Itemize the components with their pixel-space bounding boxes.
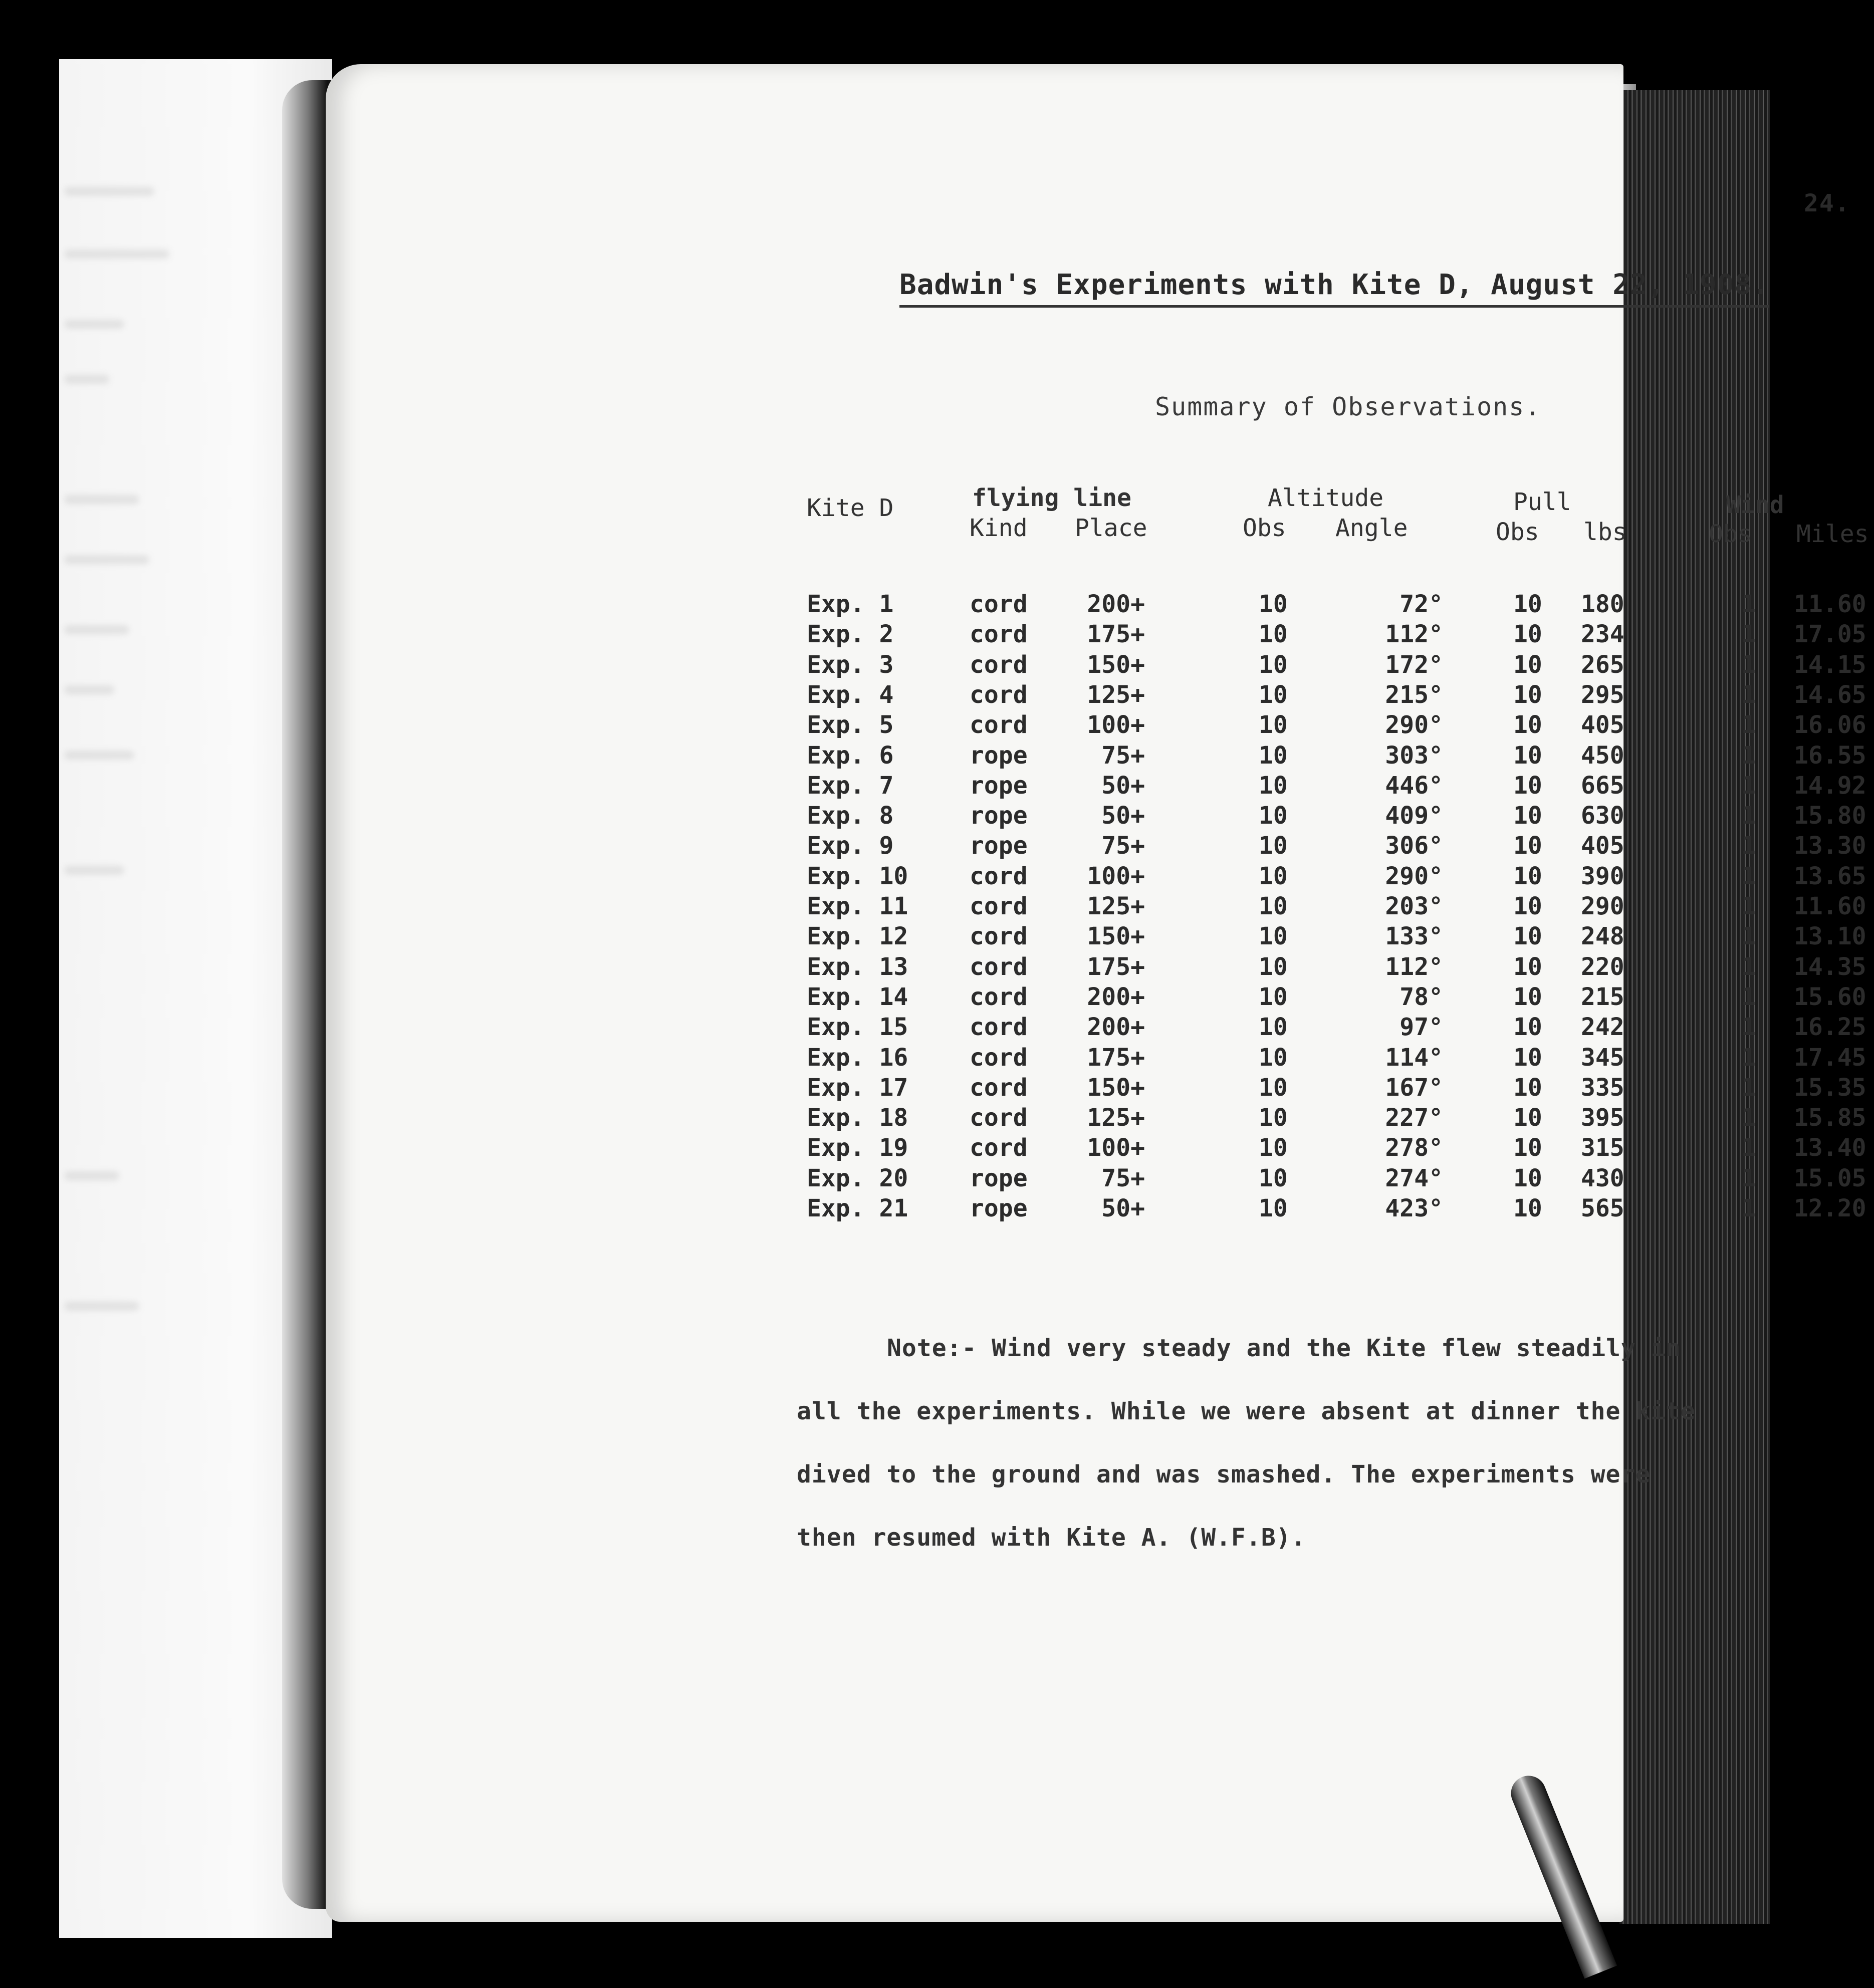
row-line-kind: cord <box>970 1104 1028 1132</box>
row-experiment: Exp. 5 <box>807 711 894 739</box>
row-altitude-obs: 10 <box>1259 1134 1288 1162</box>
row-experiment: Exp. 21 <box>807 1194 908 1222</box>
row-pull-obs: 10 <box>1513 982 1542 1011</box>
row-experiment: Exp. 15 <box>807 1013 908 1042</box>
row-pull-lbs: 215 <box>1581 982 1624 1011</box>
row-wind-obs: 1 <box>1741 802 1756 830</box>
row-altitude-obs: 10 <box>1259 680 1288 709</box>
row-pull-obs: 10 <box>1513 1164 1542 1192</box>
row-altitude-angle: 227° <box>1385 1104 1443 1132</box>
row-altitude-angle: 274° <box>1385 1164 1443 1192</box>
row-wind-obs: 1 <box>1741 1073 1756 1102</box>
row-wind-miles: 17.05 <box>1794 620 1866 649</box>
row-line-place: 175+ <box>1087 1043 1145 1072</box>
row-altitude-angle: 215° <box>1385 680 1443 709</box>
row-wind-miles: 15.60 <box>1794 982 1866 1011</box>
document-page <box>326 64 1869 1922</box>
row-line-place: 125+ <box>1087 680 1145 709</box>
row-wind-obs: 1 <box>1741 650 1756 679</box>
row-line-place: 100+ <box>1087 1134 1145 1162</box>
row-wind-obs: 1 <box>1741 1013 1756 1042</box>
row-pull-lbs: 180 <box>1581 590 1624 618</box>
row-altitude-obs: 10 <box>1259 862 1288 890</box>
row-pull-lbs: 335 <box>1581 1073 1624 1102</box>
row-experiment: Exp. 10 <box>807 862 908 890</box>
row-pull-lbs: 234 <box>1581 620 1624 649</box>
row-wind-miles: 15.05 <box>1794 1164 1866 1192</box>
row-experiment: Exp. 4 <box>807 680 894 709</box>
row-altitude-angle: 72° <box>1399 590 1443 618</box>
row-line-place: 50+ <box>1101 771 1145 800</box>
table-row <box>326 861 1866 891</box>
row-altitude-angle: 290° <box>1385 862 1443 890</box>
row-experiment: Exp. 14 <box>807 982 908 1011</box>
row-pull-obs: 10 <box>1513 1013 1542 1042</box>
row-pull-obs: 10 <box>1513 922 1542 951</box>
table-row <box>326 1073 1866 1103</box>
row-wind-obs: 1 <box>1741 952 1756 981</box>
row-pull-obs: 10 <box>1513 680 1542 709</box>
row-experiment: Exp. 18 <box>807 1104 908 1132</box>
header-altitude-obs: Obs <box>1243 514 1286 542</box>
row-altitude-obs: 10 <box>1259 711 1288 739</box>
ghost-line <box>64 555 149 564</box>
row-line-place: 50+ <box>1101 802 1145 830</box>
row-altitude-obs: 10 <box>1259 771 1288 800</box>
row-altitude-angle: 290° <box>1385 711 1443 739</box>
row-pull-lbs: 630 <box>1581 802 1624 830</box>
row-line-place: 150+ <box>1087 922 1145 951</box>
row-line-kind: rope <box>970 771 1028 800</box>
row-experiment: Exp. 7 <box>807 771 894 800</box>
row-pull-lbs: 290 <box>1581 892 1624 920</box>
row-wind-obs: 1 <box>1741 680 1756 709</box>
row-line-place: 150+ <box>1087 650 1145 679</box>
ghost-line <box>64 320 124 329</box>
row-experiment: Exp. 8 <box>807 802 894 830</box>
row-altitude-obs: 10 <box>1259 1043 1288 1072</box>
row-wind-obs: 1 <box>1741 982 1756 1011</box>
document-title: Badwin's Experiments with Kite D, August 22, 1908. <box>899 269 1769 308</box>
row-altitude-angle: 112° <box>1385 952 1443 981</box>
row-wind-obs: 1 <box>1741 1043 1756 1072</box>
note-line: Note:- Wind very steady and the Kite flew steadily in <box>887 1334 1681 1362</box>
row-line-place: 50+ <box>1101 1194 1145 1222</box>
table-caption: Summary of Observations. <box>1155 392 1541 421</box>
table-row <box>326 952 1866 982</box>
row-line-place: 75+ <box>1101 1164 1145 1192</box>
row-wind-miles: 13.40 <box>1794 1134 1866 1162</box>
row-pull-obs: 10 <box>1513 711 1542 739</box>
row-wind-obs: 1 <box>1741 1194 1756 1222</box>
row-altitude-angle: 446° <box>1385 771 1443 800</box>
row-altitude-obs: 10 <box>1259 1013 1288 1042</box>
row-line-place: 150+ <box>1087 1073 1145 1102</box>
row-altitude-obs: 10 <box>1259 802 1288 830</box>
row-altitude-angle: 172° <box>1385 650 1443 679</box>
header-altitude: Altitude <box>1268 484 1384 512</box>
row-pull-obs: 10 <box>1513 1134 1542 1162</box>
row-wind-miles: 11.60 <box>1794 892 1866 920</box>
row-pull-obs: 10 <box>1513 802 1542 830</box>
row-pull-obs: 10 <box>1513 952 1542 981</box>
row-line-kind: cord <box>970 1043 1028 1072</box>
row-altitude-angle: 133° <box>1385 922 1443 951</box>
row-line-kind: cord <box>970 1134 1028 1162</box>
row-altitude-obs: 10 <box>1259 650 1288 679</box>
ghost-line <box>64 187 154 196</box>
row-pull-lbs: 265 <box>1581 650 1624 679</box>
row-altitude-angle: 97° <box>1399 1013 1443 1042</box>
table-row <box>326 801 1866 831</box>
row-line-kind: cord <box>970 952 1028 981</box>
table-row <box>326 650 1866 680</box>
row-line-kind: rope <box>970 1194 1028 1222</box>
row-experiment: Exp. 19 <box>807 1134 908 1162</box>
row-experiment: Exp. 13 <box>807 952 908 981</box>
row-wind-obs: 1 <box>1741 1164 1756 1192</box>
row-altitude-obs: 10 <box>1259 922 1288 951</box>
row-experiment: Exp. 9 <box>807 832 894 860</box>
row-altitude-obs: 10 <box>1259 892 1288 920</box>
row-experiment: Exp. 11 <box>807 892 908 920</box>
row-pull-obs: 10 <box>1513 892 1542 920</box>
row-altitude-angle: 78° <box>1399 982 1443 1011</box>
row-pull-obs: 10 <box>1513 741 1542 770</box>
header-kind: Kind <box>970 514 1028 542</box>
row-line-kind: cord <box>970 620 1028 649</box>
row-wind-miles: 16.25 <box>1794 1013 1866 1042</box>
row-wind-miles: 16.06 <box>1794 711 1866 739</box>
row-experiment: Exp. 1 <box>807 590 894 618</box>
row-experiment: Exp. 6 <box>807 741 894 770</box>
row-pull-lbs: 315 <box>1581 1134 1624 1162</box>
row-pull-lbs: 295 <box>1581 680 1624 709</box>
header-place: Place <box>1075 514 1147 542</box>
row-line-place: 75+ <box>1101 741 1145 770</box>
row-altitude-angle: 203° <box>1385 892 1443 920</box>
table-row <box>326 891 1866 921</box>
row-pull-lbs: 242 <box>1581 1013 1624 1042</box>
row-line-place: 125+ <box>1087 1104 1145 1132</box>
row-altitude-obs: 10 <box>1259 741 1288 770</box>
ghost-line <box>64 495 139 504</box>
row-line-kind: rope <box>970 832 1028 860</box>
row-line-place: 200+ <box>1087 1013 1145 1042</box>
row-pull-obs: 10 <box>1513 1194 1542 1222</box>
row-altitude-obs: 10 <box>1259 590 1288 618</box>
table-row <box>326 831 1866 861</box>
row-line-kind: cord <box>970 862 1028 890</box>
table-row <box>326 1012 1866 1042</box>
header-pull: Pull <box>1513 488 1571 516</box>
table-row <box>326 1133 1866 1163</box>
row-wind-miles: 14.92 <box>1794 771 1866 800</box>
row-wind-miles: 15.35 <box>1794 1073 1866 1102</box>
header-miles: Miles <box>1796 520 1869 548</box>
row-pull-lbs: 450 <box>1581 741 1624 770</box>
row-altitude-obs: 10 <box>1259 952 1288 981</box>
row-wind-obs: 1 <box>1741 922 1756 951</box>
row-wind-miles: 17.45 <box>1794 1043 1866 1072</box>
row-wind-obs: 1 <box>1741 1134 1756 1162</box>
row-pull-lbs: 345 <box>1581 1043 1624 1072</box>
header-flying-line: flying line <box>972 484 1131 512</box>
row-experiment: Exp. 12 <box>807 922 908 951</box>
table-row <box>326 740 1866 771</box>
row-wind-obs: 1 <box>1741 1104 1756 1132</box>
row-wind-miles: 13.65 <box>1794 862 1866 890</box>
header-angle: Angle <box>1335 514 1408 542</box>
row-line-place: 125+ <box>1087 892 1145 920</box>
row-altitude-angle: 423° <box>1385 1194 1443 1222</box>
row-line-place: 175+ <box>1087 952 1145 981</box>
row-wind-miles: 14.15 <box>1794 650 1866 679</box>
row-altitude-angle: 303° <box>1385 741 1443 770</box>
row-pull-lbs: 390 <box>1581 862 1624 890</box>
note-line: all the experiments. While we were absent at dinner the kite <box>797 1397 1696 1425</box>
header-lbs: lbs <box>1583 518 1627 546</box>
row-altitude-obs: 10 <box>1259 832 1288 860</box>
table-row <box>326 771 1866 801</box>
row-line-place: 100+ <box>1087 711 1145 739</box>
row-wind-obs: 1 <box>1741 741 1756 770</box>
row-wind-obs: 1 <box>1741 590 1756 618</box>
row-line-kind: rope <box>970 741 1028 770</box>
table-row <box>326 921 1866 951</box>
note-line: then resumed with Kite A. (W.F.B). <box>797 1524 1306 1552</box>
row-pull-obs: 10 <box>1513 1043 1542 1072</box>
row-line-kind: cord <box>970 650 1028 679</box>
row-altitude-angle: 306° <box>1385 832 1443 860</box>
row-line-kind: cord <box>970 590 1028 618</box>
row-line-place: 175+ <box>1087 620 1145 649</box>
row-pull-obs: 10 <box>1513 650 1542 679</box>
note-paragraph <box>797 1317 1874 1569</box>
row-line-place: 200+ <box>1087 982 1145 1011</box>
row-pull-obs: 10 <box>1513 1104 1542 1132</box>
row-altitude-obs: 10 <box>1259 1164 1288 1192</box>
header-kite: Kite D <box>807 494 894 522</box>
row-wind-miles: 12.20 <box>1794 1194 1866 1222</box>
header-wind-obs: Obs <box>1709 520 1752 548</box>
row-line-place: 75+ <box>1101 832 1145 860</box>
row-altitude-obs: 10 <box>1259 982 1288 1011</box>
row-pull-obs: 10 <box>1513 590 1542 618</box>
row-altitude-angle: 114° <box>1385 1043 1443 1072</box>
row-wind-obs: 1 <box>1741 892 1756 920</box>
ghost-line <box>64 866 124 875</box>
row-pull-lbs: 395 <box>1581 1104 1624 1132</box>
row-wind-obs: 1 <box>1741 862 1756 890</box>
row-line-kind: rope <box>970 802 1028 830</box>
row-pull-obs: 10 <box>1513 620 1542 649</box>
row-wind-obs: 1 <box>1741 711 1756 739</box>
row-line-place: 200+ <box>1087 590 1145 618</box>
row-wind-miles: 15.85 <box>1794 1104 1866 1132</box>
row-altitude-angle: 409° <box>1385 802 1443 830</box>
row-altitude-obs: 10 <box>1259 1104 1288 1132</box>
ghost-line <box>64 250 169 259</box>
row-wind-obs: 1 <box>1741 771 1756 800</box>
row-line-kind: cord <box>970 982 1028 1011</box>
row-pull-lbs: 405 <box>1581 711 1624 739</box>
row-line-kind: cord <box>970 1073 1028 1102</box>
row-altitude-angle: 278° <box>1385 1134 1443 1162</box>
row-pull-lbs: 220 <box>1581 952 1624 981</box>
row-pull-obs: 10 <box>1513 832 1542 860</box>
row-pull-lbs: 405 <box>1581 832 1624 860</box>
table-row <box>326 589 1866 619</box>
row-experiment: Exp. 3 <box>807 650 894 679</box>
note-line: dived to the ground and was smashed. The experiments were <box>797 1460 1651 1488</box>
row-wind-miles: 11.60 <box>1794 590 1866 618</box>
row-line-kind: rope <box>970 1164 1028 1192</box>
table-row <box>326 1043 1866 1073</box>
row-wind-miles: 14.35 <box>1794 952 1866 981</box>
ghost-line <box>64 375 109 384</box>
row-wind-obs: 1 <box>1741 832 1756 860</box>
row-altitude-angle: 167° <box>1385 1073 1443 1102</box>
table-row <box>326 1163 1866 1193</box>
table-row <box>326 710 1866 740</box>
row-line-kind: cord <box>970 1013 1028 1042</box>
table-row <box>326 619 1866 649</box>
ghost-line <box>64 1302 139 1311</box>
row-line-kind: cord <box>970 680 1028 709</box>
ghost-line <box>64 751 134 760</box>
row-pull-lbs: 565 <box>1581 1194 1624 1222</box>
page-number: 24. <box>1804 189 1850 217</box>
header-wind: Wind <box>1726 491 1784 519</box>
row-wind-obs: 1 <box>1741 620 1756 649</box>
row-pull-obs: 10 <box>1513 771 1542 800</box>
row-wind-miles: 13.10 <box>1794 922 1866 951</box>
row-pull-obs: 10 <box>1513 862 1542 890</box>
row-wind-miles: 15.80 <box>1794 802 1866 830</box>
row-pull-lbs: 665 <box>1581 771 1624 800</box>
ghost-line <box>64 685 114 694</box>
header-pull-obs: Obs <box>1496 518 1539 546</box>
row-pull-lbs: 430 <box>1581 1164 1624 1192</box>
ghost-line <box>64 1171 119 1180</box>
row-experiment: Exp. 20 <box>807 1164 908 1192</box>
row-experiment: Exp. 2 <box>807 620 894 649</box>
ghost-line <box>64 625 129 634</box>
row-line-kind: cord <box>970 892 1028 920</box>
table-row <box>326 680 1866 710</box>
row-pull-obs: 10 <box>1513 1073 1542 1102</box>
table-row <box>326 1103 1866 1133</box>
row-line-kind: cord <box>970 711 1028 739</box>
row-altitude-obs: 10 <box>1259 1073 1288 1102</box>
row-altitude-obs: 10 <box>1259 620 1288 649</box>
table-row <box>326 982 1866 1012</box>
row-wind-miles: 16.55 <box>1794 741 1866 770</box>
row-experiment: Exp. 16 <box>807 1043 908 1072</box>
row-wind-miles: 14.65 <box>1794 680 1866 709</box>
row-line-place: 100+ <box>1087 862 1145 890</box>
row-altitude-obs: 10 <box>1259 1194 1288 1222</box>
row-altitude-angle: 112° <box>1385 620 1443 649</box>
row-experiment: Exp. 17 <box>807 1073 908 1102</box>
row-wind-miles: 13.30 <box>1794 832 1866 860</box>
row-pull-lbs: 248 <box>1581 922 1624 951</box>
table-row <box>326 1193 1866 1223</box>
row-line-kind: cord <box>970 922 1028 951</box>
